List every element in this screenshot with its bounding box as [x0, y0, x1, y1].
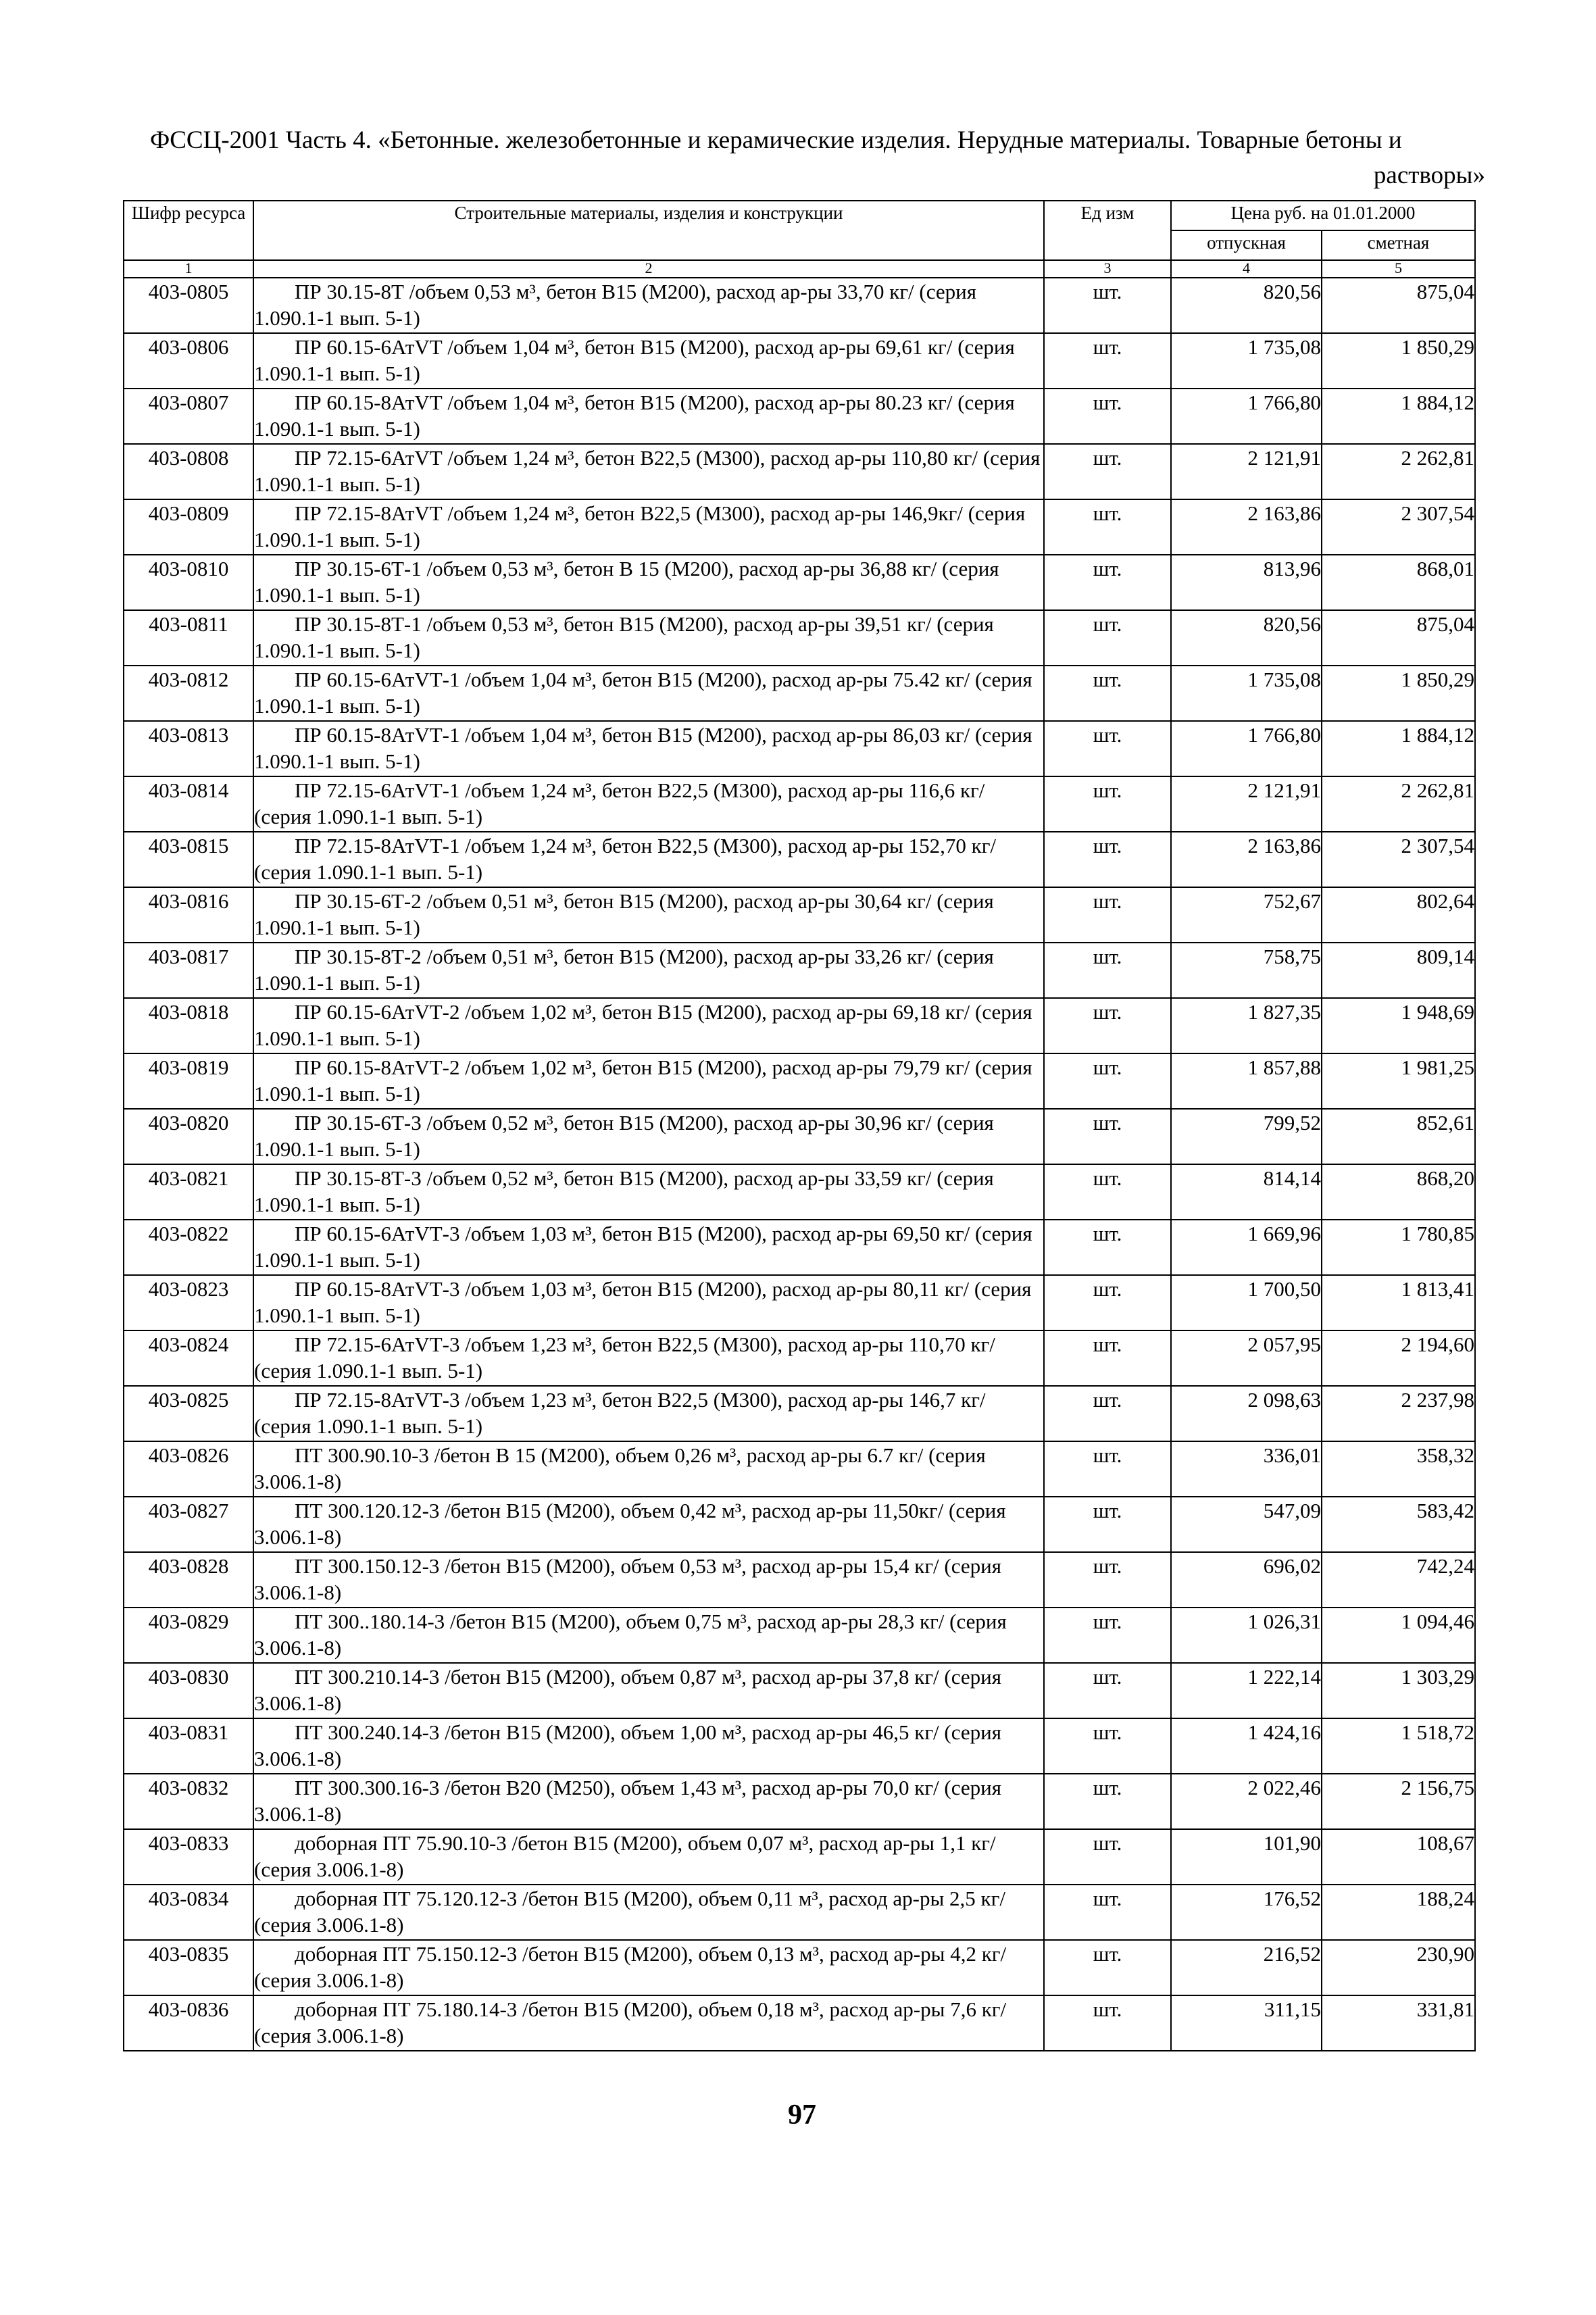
- cell-material-name: ПР 72.15-8АтVТ /объем 1,24 м³, бетон В22,5 (М300), расход ар-ры 146,9кг/ (серия 1.090.1-1 вып. 5-1): [253, 499, 1044, 555]
- table-row: [124, 555, 1475, 610]
- cell-estimate-price: 358,32: [1322, 1441, 1475, 1497]
- col-number: 4: [1171, 260, 1322, 278]
- cell-estimate-price: 230,90: [1322, 1940, 1475, 1995]
- cell-estimate-price: 1 884,12: [1322, 721, 1475, 776]
- cell-release-price: 1 669,96: [1171, 1220, 1322, 1275]
- cell-resource-code: 403-0808: [124, 444, 253, 499]
- cell-resource-code: 403-0819: [124, 1053, 253, 1109]
- cell-estimate-price: 1 303,29: [1322, 1663, 1475, 1718]
- cell-release-price: 547,09: [1171, 1497, 1322, 1552]
- cell-unit: шт.: [1044, 444, 1171, 499]
- cell-material-name: ПР 72.15-8АтVТ-1 /объем 1,24 м³, бетон В22,5 (М300), расход ар-ры 152,70 кг/ (серия 1.090.1-1 вып. 5-1): [253, 832, 1044, 887]
- cell-unit: шт.: [1044, 499, 1171, 555]
- cell-release-price: 216,52: [1171, 1940, 1322, 1995]
- cell-resource-code: 403-0812: [124, 666, 253, 721]
- table-row: [124, 998, 1475, 1053]
- cell-resource-code: 403-0831: [124, 1718, 253, 1774]
- cell-estimate-price: 868,01: [1322, 555, 1475, 610]
- cell-release-price: 2 163,86: [1171, 832, 1322, 887]
- cell-estimate-price: 809,14: [1322, 943, 1475, 998]
- table-row: [124, 1386, 1475, 1441]
- cell-unit: шт.: [1044, 333, 1171, 389]
- cell-material-name: ПТ 300.240.14-3 /бетон В15 (М200), объем 1,00 м³, расход ар-ры 46,5 кг/ (серия 3.006.1-8): [253, 1718, 1044, 1774]
- table-row: [124, 499, 1475, 555]
- cell-release-price: 820,56: [1171, 610, 1322, 666]
- table-row: [124, 389, 1475, 444]
- cell-material-name: ПР 72.15-8АтVТ-3 /объем 1,23 м³, бетон В22,5 (М300), расход ар-ры 146,7 кг/ (серия 1.090.1-1 вып. 5-1): [253, 1386, 1044, 1441]
- cell-unit: шт.: [1044, 389, 1171, 444]
- cell-resource-code: 403-0814: [124, 776, 253, 832]
- col-number: 1: [124, 260, 253, 278]
- cell-material-name: ПР 72.15-6АтVТ-3 /объем 1,23 м³, бетон В22,5 (М300), расход ар-ры 110,70 кг/ (серия 1.090.1-1 вып. 5-1): [253, 1330, 1044, 1386]
- cell-estimate-price: 875,04: [1322, 610, 1475, 666]
- cell-unit: шт.: [1044, 1552, 1171, 1608]
- cell-estimate-price: 583,42: [1322, 1497, 1475, 1552]
- cell-release-price: 2 121,91: [1171, 776, 1322, 832]
- cell-unit: шт.: [1044, 1386, 1171, 1441]
- cell-material-name: доборная ПТ 75.120.12-3 /бетон В15 (М200), объем 0,11 м³, расход ар-ры 2,5 кг/ (серия 3.006.1-8): [253, 1885, 1044, 1940]
- table-row: [124, 1497, 1475, 1552]
- cell-unit: шт.: [1044, 832, 1171, 887]
- cell-unit: шт.: [1044, 278, 1171, 333]
- cell-resource-code: 403-0822: [124, 1220, 253, 1275]
- cell-material-name: доборная ПТ 75.180.14-3 /бетон В15 (М200), объем 0,18 м³, расход ар-ры 7,6 кг/ (серия 3.006.1-8): [253, 1995, 1044, 2051]
- cell-estimate-price: 2 307,54: [1322, 499, 1475, 555]
- cell-estimate-price: 742,24: [1322, 1552, 1475, 1608]
- cell-resource-code: 403-0815: [124, 832, 253, 887]
- cell-estimate-price: 852,61: [1322, 1109, 1475, 1164]
- cell-estimate-price: 1 948,69: [1322, 998, 1475, 1053]
- cell-resource-code: 403-0834: [124, 1885, 253, 1940]
- cell-release-price: 758,75: [1171, 943, 1322, 998]
- cell-release-price: 1 700,50: [1171, 1275, 1322, 1330]
- table-row: [124, 610, 1475, 666]
- cell-material-name: ПР 30.15-8Т-3 /объем 0,52 м³, бетон В15 (М200), расход ар-ры 33,59 кг/ (серия 1.090.1-1 вып. 5-1): [253, 1164, 1044, 1220]
- cell-estimate-price: 2 156,75: [1322, 1774, 1475, 1829]
- cell-release-price: 101,90: [1171, 1829, 1322, 1885]
- cell-material-name: ПР 60.15-8АтVТ-3 /объем 1,03 м³, бетон В15 (М200), расход ар-ры 80,11 кг/ (серия 1.090.1-1 вып. 5-1): [253, 1275, 1044, 1330]
- cell-release-price: 1 766,80: [1171, 389, 1322, 444]
- cell-resource-code: 403-0806: [124, 333, 253, 389]
- page-number: 97: [788, 2099, 816, 2131]
- document-header-continuation: растворы»: [1373, 161, 1485, 189]
- cell-unit: шт.: [1044, 776, 1171, 832]
- cell-estimate-price: 1 518,72: [1322, 1718, 1475, 1774]
- col-number: 5: [1322, 260, 1475, 278]
- cell-release-price: 2 163,86: [1171, 499, 1322, 555]
- cell-material-name: ПР 60.15-6АтVТ-2 /объем 1,02 м³, бетон В15 (М200), расход ар-ры 69,18 кг/ (серия 1.090.1-1 вып. 5-1): [253, 998, 1044, 1053]
- cell-resource-code: 403-0827: [124, 1497, 253, 1552]
- col-header-name: Строительные материалы, изделия и конструкции: [253, 201, 1044, 260]
- table-row: [124, 721, 1475, 776]
- cell-unit: шт.: [1044, 721, 1171, 776]
- cell-resource-code: 403-0813: [124, 721, 253, 776]
- col-number: 3: [1044, 260, 1171, 278]
- cell-release-price: 814,14: [1171, 1164, 1322, 1220]
- cell-release-price: 1 222,14: [1171, 1663, 1322, 1718]
- cell-material-name: доборная ПТ 75.150.12-3 /бетон В15 (М200), объем 0,13 м³, расход ар-ры 4,2 кг/ (серия 3.006.1-8): [253, 1940, 1044, 1995]
- cell-unit: шт.: [1044, 1275, 1171, 1330]
- cell-estimate-price: 331,81: [1322, 1995, 1475, 2051]
- cell-estimate-price: 1 884,12: [1322, 389, 1475, 444]
- table-row: [124, 1053, 1475, 1109]
- table-row: [124, 832, 1475, 887]
- cell-unit: шт.: [1044, 1330, 1171, 1386]
- cell-release-price: 820,56: [1171, 278, 1322, 333]
- cell-unit: шт.: [1044, 555, 1171, 610]
- cell-material-name: ПТ 300.120.12-3 /бетон В15 (М200), объем 0,42 м³, расход ар-ры 11,50кг/ (серия 3.006.1-8): [253, 1497, 1044, 1552]
- cell-resource-code: 403-0828: [124, 1552, 253, 1608]
- document-header: ФССЦ-2001 Часть 4. «Бетонные. железобетонные и керамические изделия. Нерудные материалы. Товарные бетоны и: [150, 126, 1402, 154]
- cell-material-name: ПР 60.15-8АтVТ-1 /объем 1,04 м³, бетон В15 (М200), расход ар-ры 86,03 кг/ (серия 1.090.1-1 вып. 5-1): [253, 721, 1044, 776]
- cell-release-price: 752,67: [1171, 887, 1322, 943]
- table-row: [124, 1995, 1475, 2051]
- cell-estimate-price: 2 194,60: [1322, 1330, 1475, 1386]
- cell-material-name: ПР 30.15-6Т-2 /объем 0,51 м³, бетон В15 (М200), расход ар-ры 30,64 кг/ (серия 1.090.1-1 вып. 5-1): [253, 887, 1044, 943]
- cell-resource-code: 403-0805: [124, 278, 253, 333]
- table-row: [124, 1109, 1475, 1164]
- cell-estimate-price: 1 780,85: [1322, 1220, 1475, 1275]
- cell-material-name: ПР 60.15-6АтVТ /объем 1,04 м³, бетон В15 (М200), расход ар-ры 69,61 кг/ (серия 1.090.1-1 вып. 5-1): [253, 333, 1044, 389]
- cell-resource-code: 403-0832: [124, 1774, 253, 1829]
- price-table: [123, 200, 1476, 2051]
- table-row: [124, 887, 1475, 943]
- table-row: [124, 1220, 1475, 1275]
- cell-material-name: ПТ 300.300.16-3 /бетон В20 (М250), объем 1,43 м³, расход ар-ры 70,0 кг/ (серия 3.006.1-8): [253, 1774, 1044, 1829]
- cell-release-price: 2 022,46: [1171, 1774, 1322, 1829]
- cell-estimate-price: 2 262,81: [1322, 444, 1475, 499]
- cell-resource-code: 403-0824: [124, 1330, 253, 1386]
- cell-estimate-price: 1 094,46: [1322, 1608, 1475, 1663]
- cell-release-price: 1 766,80: [1171, 721, 1322, 776]
- table-row: [124, 444, 1475, 499]
- table-row: [124, 1885, 1475, 1940]
- cell-resource-code: 403-0829: [124, 1608, 253, 1663]
- cell-estimate-price: 2 262,81: [1322, 776, 1475, 832]
- cell-release-price: 336,01: [1171, 1441, 1322, 1497]
- cell-resource-code: 403-0835: [124, 1940, 253, 1995]
- cell-unit: шт.: [1044, 1829, 1171, 1885]
- cell-estimate-price: 188,24: [1322, 1885, 1475, 1940]
- table-row: [124, 776, 1475, 832]
- table-row: [124, 278, 1475, 333]
- cell-release-price: 2 121,91: [1171, 444, 1322, 499]
- cell-material-name: ПР 30.15-6Т-3 /объем 0,52 м³, бетон В15 (М200), расход ар-ры 30,96 кг/ (серия 1.090.1-1 вып. 5-1): [253, 1109, 1044, 1164]
- col-header-unit: Ед изм: [1044, 201, 1171, 260]
- cell-resource-code: 403-0811: [124, 610, 253, 666]
- table-row: [124, 1663, 1475, 1718]
- cell-unit: шт.: [1044, 610, 1171, 666]
- cell-estimate-price: 1 813,41: [1322, 1275, 1475, 1330]
- table-row: [124, 943, 1475, 998]
- cell-release-price: 696,02: [1171, 1552, 1322, 1608]
- cell-unit: шт.: [1044, 1220, 1171, 1275]
- cell-material-name: ПР 60.15-8АтVТ /объем 1,04 м³, бетон В15 (М200), расход ар-ры 80.23 кг/ (серия 1.090.1-1 вып. 5-1): [253, 389, 1044, 444]
- cell-resource-code: 403-0818: [124, 998, 253, 1053]
- cell-resource-code: 403-0830: [124, 1663, 253, 1718]
- table-row: [124, 333, 1475, 389]
- cell-material-name: ПТ 300.90.10-3 /бетон В 15 (М200), объем 0,26 м³, расход ар-ры 6.7 кг/ (серия 3.006.1-8): [253, 1441, 1044, 1497]
- cell-resource-code: 403-0807: [124, 389, 253, 444]
- cell-estimate-price: 108,67: [1322, 1829, 1475, 1885]
- cell-estimate-price: 868,20: [1322, 1164, 1475, 1220]
- cell-unit: шт.: [1044, 1109, 1171, 1164]
- cell-release-price: 1 857,88: [1171, 1053, 1322, 1109]
- table-row: [124, 1441, 1475, 1497]
- table-row: [124, 1164, 1475, 1220]
- cell-material-name: ПР 30.15-8Т /объем 0,53 м³, бетон В15 (М200), расход ар-ры 33,70 кг/ (серия 1.090.1-1 вып. 5-1): [253, 278, 1044, 333]
- cell-unit: шт.: [1044, 998, 1171, 1053]
- table-row: [124, 1774, 1475, 1829]
- cell-release-price: 1 735,08: [1171, 666, 1322, 721]
- table-row: [124, 1718, 1475, 1774]
- cell-estimate-price: 1 850,29: [1322, 666, 1475, 721]
- cell-release-price: 799,52: [1171, 1109, 1322, 1164]
- col-number: 2: [253, 260, 1044, 278]
- cell-release-price: 1 424,16: [1171, 1718, 1322, 1774]
- cell-estimate-price: 1 981,25: [1322, 1053, 1475, 1109]
- cell-material-name: ПТ 300.210.14-3 /бетон В15 (М200), объем 0,87 м³, расход ар-ры 37,8 кг/ (серия 3.006.1-8): [253, 1663, 1044, 1718]
- table-row: [124, 1275, 1475, 1330]
- cell-unit: шт.: [1044, 1885, 1171, 1940]
- cell-release-price: 311,15: [1171, 1995, 1322, 2051]
- cell-material-name: ПР 72.15-6АтVТ-1 /объем 1,24 м³, бетон В22,5 (М300), расход ар-ры 116,6 кг/ (серия 1.090.1-1 вып. 5-1): [253, 776, 1044, 832]
- cell-resource-code: 403-0820: [124, 1109, 253, 1164]
- cell-material-name: ПТ 300.150.12-3 /бетон В15 (М200), объем 0,53 м³, расход ар-ры 15,4 кг/ (серия 3.006.1-8): [253, 1552, 1044, 1608]
- table-row: [124, 1552, 1475, 1608]
- cell-unit: шт.: [1044, 1441, 1171, 1497]
- table-row: [124, 1940, 1475, 1995]
- cell-material-name: доборная ПТ 75.90.10-3 /бетон В15 (М200), объем 0,07 м³, расход ар-ры 1,1 кг/ (серия 3.006.1-8): [253, 1829, 1044, 1885]
- cell-estimate-price: 802,64: [1322, 887, 1475, 943]
- table-row: [124, 1829, 1475, 1885]
- col-header-estimate-price: сметная: [1322, 230, 1475, 260]
- cell-resource-code: 403-0817: [124, 943, 253, 998]
- cell-material-name: ПТ 300..180.14-3 /бетон В15 (М200), объем 0,75 м³, расход ар-ры 28,3 кг/ (серия 3.006.1-8): [253, 1608, 1044, 1663]
- cell-unit: шт.: [1044, 1940, 1171, 1995]
- cell-unit: шт.: [1044, 1774, 1171, 1829]
- col-header-release-price: отпускная: [1171, 230, 1322, 260]
- cell-release-price: 176,52: [1171, 1885, 1322, 1940]
- cell-release-price: 2 098,63: [1171, 1386, 1322, 1441]
- cell-resource-code: 403-0816: [124, 887, 253, 943]
- cell-resource-code: 403-0836: [124, 1995, 253, 2051]
- col-header-code: Шифр ресурса: [124, 201, 253, 260]
- cell-material-name: ПР 60.15-6АтVТ-1 /объем 1,04 м³, бетон В15 (М200), расход ар-ры 75.42 кг/ (серия 1.090.1-1 вып. 5-1): [253, 666, 1044, 721]
- cell-unit: шт.: [1044, 1497, 1171, 1552]
- cell-estimate-price: 2 307,54: [1322, 832, 1475, 887]
- cell-unit: шт.: [1044, 666, 1171, 721]
- cell-material-name: ПР 30.15-6Т-1 /объем 0,53 м³, бетон В 15 (М200), расход ар-ры 36,88 кг/ (серия 1.090.1-1 вып. 5-1): [253, 555, 1044, 610]
- cell-estimate-price: 2 237,98: [1322, 1386, 1475, 1441]
- cell-unit: шт.: [1044, 1995, 1171, 2051]
- cell-unit: шт.: [1044, 1608, 1171, 1663]
- cell-resource-code: 403-0821: [124, 1164, 253, 1220]
- table-row: [124, 666, 1475, 721]
- cell-estimate-price: 875,04: [1322, 278, 1475, 333]
- col-header-price-group: Цена руб. на 01.01.2000: [1171, 201, 1475, 230]
- cell-resource-code: 403-0825: [124, 1386, 253, 1441]
- cell-material-name: ПР 30.15-8Т-2 /объем 0,51 м³, бетон В15 (М200), расход ар-ры 33,26 кг/ (серия 1.090.1-1 вып. 5-1): [253, 943, 1044, 998]
- cell-unit: шт.: [1044, 1718, 1171, 1774]
- cell-material-name: ПР 60.15-6АтVТ-3 /объем 1,03 м³, бетон В15 (М200), расход ар-ры 69,50 кг/ (серия 1.090.1-1 вып. 5-1): [253, 1220, 1044, 1275]
- cell-resource-code: 403-0810: [124, 555, 253, 610]
- cell-resource-code: 403-0823: [124, 1275, 253, 1330]
- cell-unit: шт.: [1044, 1053, 1171, 1109]
- cell-unit: шт.: [1044, 1663, 1171, 1718]
- cell-material-name: ПР 72.15-6АтVТ /объем 1,24 м³, бетон В22,5 (М300), расход ар-ры 110,80 кг/ (серия 1.090.1-1 вып. 5-1): [253, 444, 1044, 499]
- cell-release-price: 2 057,95: [1171, 1330, 1322, 1386]
- table-row: [124, 1608, 1475, 1663]
- cell-release-price: 1 735,08: [1171, 333, 1322, 389]
- cell-unit: шт.: [1044, 887, 1171, 943]
- table-row: [124, 1330, 1475, 1386]
- cell-estimate-price: 1 850,29: [1322, 333, 1475, 389]
- cell-unit: шт.: [1044, 1164, 1171, 1220]
- cell-resource-code: 403-0826: [124, 1441, 253, 1497]
- cell-release-price: 813,96: [1171, 555, 1322, 610]
- cell-material-name: ПР 30.15-8Т-1 /объем 0,53 м³, бетон В15 (М200), расход ар-ры 39,51 кг/ (серия 1.090.1-1 вып. 5-1): [253, 610, 1044, 666]
- cell-material-name: ПР 60.15-8АтVТ-2 /объем 1,02 м³, бетон В15 (М200), расход ар-ры 79,79 кг/ (серия 1.090.1-1 вып. 5-1): [253, 1053, 1044, 1109]
- cell-resource-code: 403-0833: [124, 1829, 253, 1885]
- cell-unit: шт.: [1044, 943, 1171, 998]
- cell-resource-code: 403-0809: [124, 499, 253, 555]
- cell-release-price: 1 026,31: [1171, 1608, 1322, 1663]
- cell-release-price: 1 827,35: [1171, 998, 1322, 1053]
